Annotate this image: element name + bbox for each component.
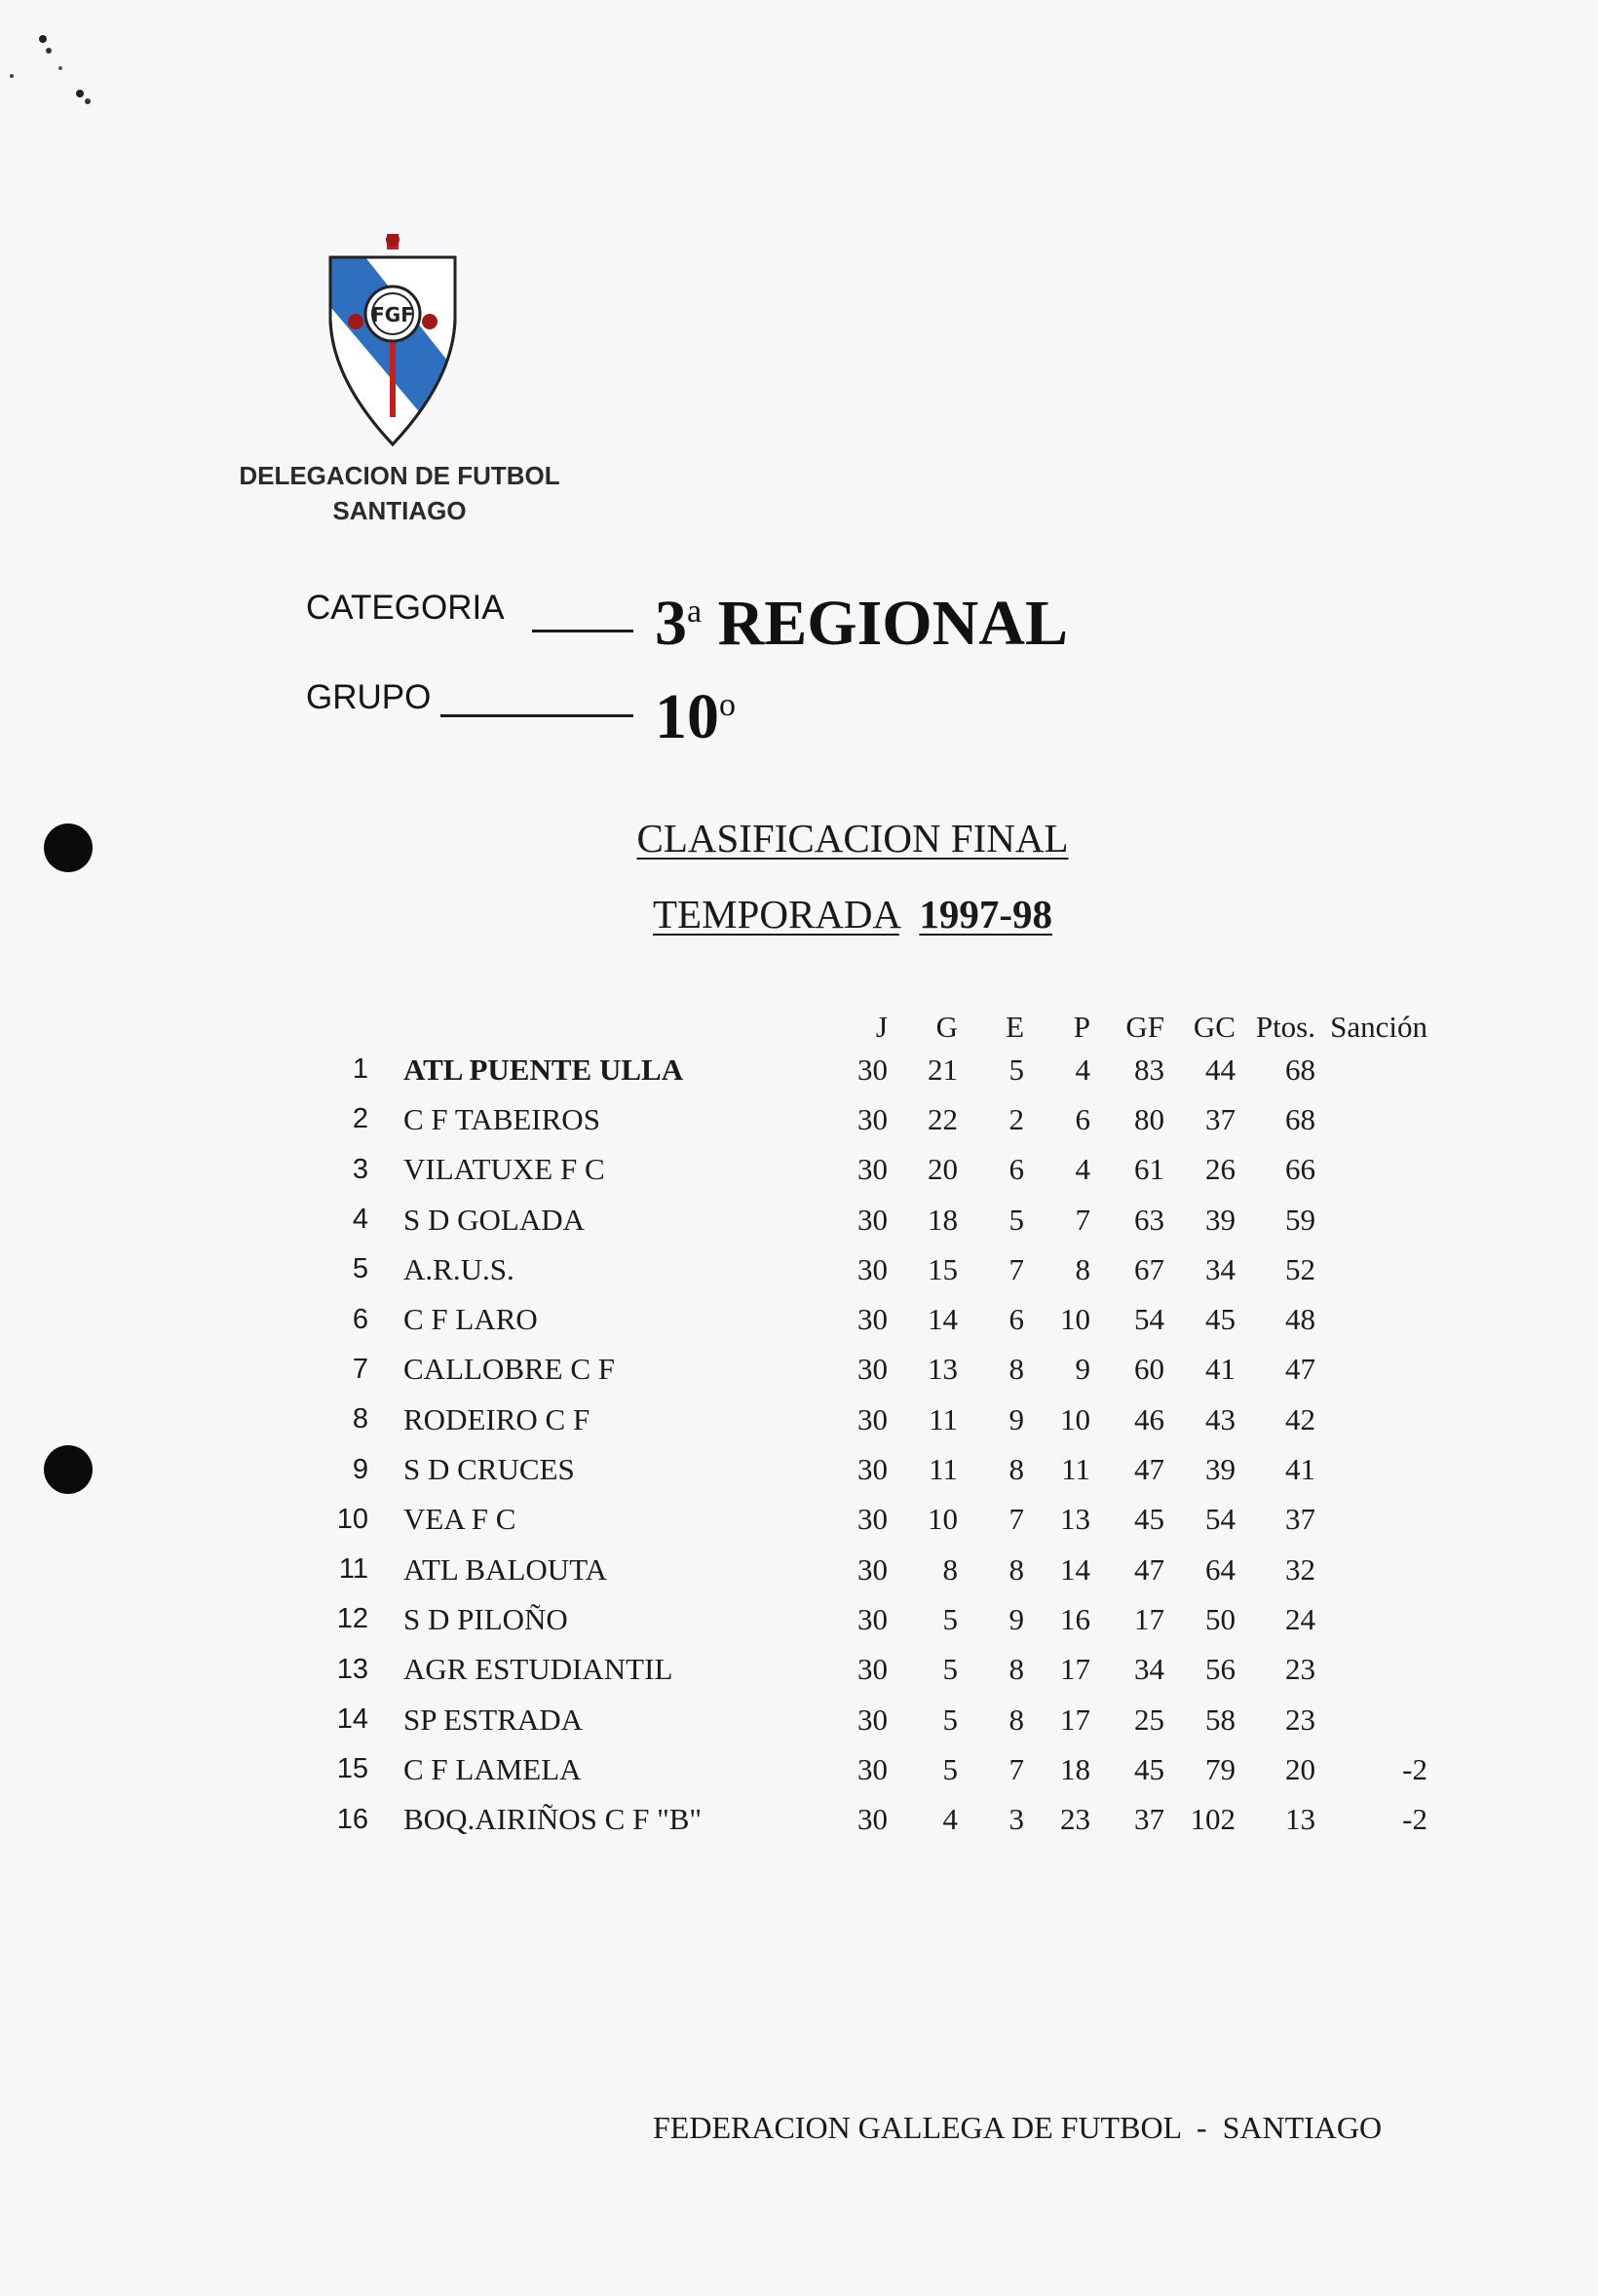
row-position: 14 [336,1703,368,1735]
row-played: 30 [857,1502,888,1537]
row-goals-against: 54 [1205,1502,1236,1537]
table-row [322,1495,1427,1545]
row-drawn: 8 [1008,1551,1024,1587]
row-team-name: CALLOBRE C F [403,1352,616,1387]
row-lost: 13 [1060,1502,1090,1537]
row-goals-against: 37 [1205,1101,1236,1136]
row-team-name: ATL BALOUTA [403,1551,608,1587]
row-goals-against: 44 [1205,1052,1236,1087]
row-played: 30 [857,1551,888,1587]
col-header-p: P [1073,1010,1090,1044]
row-played: 30 [857,1052,888,1087]
title-clasificacion-text: CLASIFICACION FINAL [636,816,1069,861]
row-played: 30 [857,1452,888,1487]
row-team-name: RODEIRO C F [403,1401,590,1436]
col-header-gf: GF [1125,1010,1164,1044]
row-drawn: 9 [1008,1401,1024,1436]
row-team-name: A.R.U.S. [403,1251,514,1286]
row-sanction [1315,1094,1427,1144]
row-drawn: 3 [1008,1802,1024,1837]
row-goals-against: 64 [1205,1551,1236,1587]
row-points: 68 [1285,1052,1315,1087]
row-points: 47 [1285,1352,1315,1387]
row-lost: 11 [1061,1452,1090,1487]
row-goals-for: 47 [1134,1452,1164,1487]
row-position: 8 [352,1403,368,1435]
row-played: 30 [857,1352,888,1387]
row-drawn: 8 [1008,1652,1024,1687]
grupo-value [655,681,736,752]
row-drawn: 5 [1008,1052,1024,1087]
categoria-value-sup: a [687,593,703,630]
row-sanction [1315,1444,1427,1494]
row-sanction [1315,1045,1427,1094]
row-played: 30 [857,1202,888,1237]
row-goals-for: 61 [1134,1152,1164,1187]
row-sanction [1315,1594,1427,1644]
row-goals-for: 63 [1134,1202,1164,1237]
row-sanction [1315,1545,1427,1594]
row-drawn: 7 [1008,1502,1024,1537]
table-row [322,1345,1427,1395]
col-header-e: E [1006,1010,1024,1044]
row-lost: 14 [1060,1551,1090,1587]
row-won: 14 [928,1302,958,1337]
row-points: 20 [1285,1751,1315,1786]
row-sanction [1315,1145,1427,1195]
row-sanction [1315,1294,1427,1344]
row-lost: 7 [1075,1202,1090,1237]
standings-table [322,999,1427,1845]
row-points: 52 [1285,1251,1315,1286]
row-won: 15 [928,1251,958,1286]
row-team-name: C F TABEIROS [403,1101,600,1136]
row-points: 42 [1285,1401,1315,1436]
row-team-name: VILATUXE F C [403,1152,605,1187]
row-position: 9 [352,1453,368,1485]
row-goals-for: 60 [1134,1352,1164,1387]
table-row [322,1145,1427,1195]
row-won: 5 [942,1702,958,1737]
row-sanction [1315,1495,1427,1545]
row-goals-for: 17 [1134,1601,1164,1636]
row-drawn: 6 [1008,1152,1024,1187]
row-played: 30 [857,1751,888,1786]
title-temporada [546,891,1160,938]
row-lost: 17 [1060,1702,1090,1737]
categoria-value-text: REGIONAL [702,588,1068,659]
scan-specks [0,0,136,136]
row-goals-for: 46 [1134,1401,1164,1436]
federation-crest-logo [326,234,459,448]
table-row [322,1294,1427,1344]
row-won: 13 [928,1352,958,1387]
row-team-name: S D GOLADA [403,1202,585,1237]
row-lost: 9 [1075,1352,1090,1387]
binder-hole-bottom [44,1445,93,1494]
row-sanction: -2 [1402,1751,1427,1786]
table-row [322,1444,1427,1494]
row-drawn: 7 [1008,1251,1024,1286]
categoria-value-num: 3 [655,588,687,659]
row-drawn: 6 [1008,1302,1024,1337]
col-header-g: G [935,1010,958,1044]
row-sanction: -2 [1402,1802,1427,1837]
row-won: 5 [942,1652,958,1687]
binder-hole-top [44,823,93,872]
row-team-name: BOQ.AIRIÑOS C F "B" [403,1802,703,1837]
table-row [322,1094,1427,1144]
row-goals-for: 37 [1134,1802,1164,1837]
categoria-underline [532,630,633,632]
row-goals-against: 39 [1205,1452,1236,1487]
table-row [322,1045,1427,1094]
row-points: 48 [1285,1302,1315,1337]
row-position: 7 [352,1353,368,1385]
row-position: 13 [336,1653,368,1685]
row-lost: 10 [1060,1302,1090,1337]
row-won: 20 [928,1152,958,1187]
col-header-sancion: Sanción [1330,1010,1427,1044]
table-row [322,1744,1427,1794]
row-lost: 4 [1075,1152,1090,1187]
standings-header [322,999,1427,1045]
row-position: 11 [338,1553,368,1586]
table-row [322,1645,1427,1695]
footer-federation: FEDERACION GALLEGA DE FUTBOL - SANTIAGO [653,2110,1383,2145]
row-position: 5 [352,1253,368,1285]
row-played: 30 [857,1302,888,1337]
row-played: 30 [857,1702,888,1737]
row-points: 23 [1285,1702,1315,1737]
row-position: 3 [352,1153,368,1185]
crest-letters: FGF [371,303,414,326]
row-goals-against: 50 [1205,1601,1236,1636]
grupo-label: GRUPO [306,678,432,716]
row-won: 11 [929,1452,958,1487]
row-drawn: 8 [1008,1452,1024,1487]
row-team-name: SP ESTRADA [403,1702,584,1737]
row-lost: 6 [1075,1101,1090,1136]
standings-body [322,1045,1427,1845]
row-won: 21 [928,1052,958,1087]
row-played: 30 [857,1101,888,1136]
row-lost: 17 [1060,1652,1090,1687]
col-header-j: J [875,1010,888,1044]
row-drawn: 7 [1008,1751,1024,1786]
row-goals-for: 67 [1134,1251,1164,1286]
table-row [322,1695,1427,1744]
row-sanction [1315,1645,1427,1695]
row-points: 41 [1285,1452,1315,1487]
row-sanction [1315,1695,1427,1744]
row-position: 16 [336,1803,368,1835]
row-won: 18 [928,1202,958,1237]
row-played: 30 [857,1401,888,1436]
row-goals-against: 26 [1205,1152,1236,1187]
row-points: 24 [1285,1601,1315,1636]
row-played: 30 [857,1601,888,1636]
row-team-name: VEA F C [403,1502,516,1537]
row-team-name: C F LAMELA [403,1751,582,1786]
grupo-underline [440,714,633,717]
row-played: 30 [857,1251,888,1286]
row-goals-against: 79 [1205,1751,1236,1786]
row-goals-for: 54 [1134,1302,1164,1337]
row-points: 13 [1285,1802,1315,1837]
letterhead-org [195,458,604,528]
row-won: 5 [942,1601,958,1636]
row-team-name: ATL PUENTE ULLA [403,1052,684,1087]
categoria-label: CATEGORIA [306,589,505,627]
row-position: 15 [336,1753,368,1785]
row-sanction [1315,1345,1427,1395]
row-goals-against: 39 [1205,1202,1236,1237]
row-sanction [1315,1395,1427,1444]
row-team-name: C F LARO [403,1302,538,1337]
categoria-value [655,588,1068,659]
row-goals-against: 56 [1205,1652,1236,1687]
row-points: 68 [1285,1101,1315,1136]
row-lost: 4 [1075,1052,1090,1087]
row-played: 30 [857,1652,888,1687]
row-drawn: 8 [1008,1702,1024,1737]
col-header-gc: GC [1193,1010,1236,1044]
table-row [322,1395,1427,1444]
row-position: 1 [352,1053,368,1086]
title-clasificacion [546,815,1160,861]
row-won: 8 [942,1551,958,1587]
row-drawn: 2 [1008,1101,1024,1136]
row-points: 32 [1285,1551,1315,1587]
row-goals-against: 43 [1205,1401,1236,1436]
row-goals-for: 25 [1134,1702,1164,1737]
row-drawn: 8 [1008,1352,1024,1387]
row-won: 22 [928,1101,958,1136]
row-team-name: AGR ESTUDIANTIL [403,1652,673,1687]
row-lost: 10 [1060,1401,1090,1436]
row-goals-for: 34 [1134,1652,1164,1687]
row-lost: 8 [1075,1251,1090,1286]
row-won: 10 [928,1502,958,1537]
table-row [322,1545,1427,1594]
org-line-1: DELEGACION DE FUTBOL [239,461,560,490]
row-played: 30 [857,1152,888,1187]
row-goals-against: 58 [1205,1702,1236,1737]
row-lost: 18 [1060,1751,1090,1786]
row-position: 6 [352,1303,368,1335]
row-drawn: 5 [1008,1202,1024,1237]
grupo-value-sup: o [719,687,736,723]
title-temporada-label: TEMPORADA [652,892,899,937]
row-goals-for: 47 [1134,1551,1164,1587]
row-points: 66 [1285,1152,1315,1187]
table-row [322,1794,1427,1844]
row-points: 23 [1285,1652,1315,1687]
table-row [322,1195,1427,1244]
row-won: 11 [929,1401,958,1436]
row-goals-against: 102 [1190,1802,1236,1837]
row-sanction [1315,1195,1427,1244]
col-header-ptos: Ptos. [1255,1010,1315,1044]
row-points: 37 [1285,1502,1315,1537]
row-team-name: S D PILOÑO [403,1601,568,1636]
row-drawn: 9 [1008,1601,1024,1636]
row-goals-for: 45 [1134,1751,1164,1786]
row-points: 59 [1285,1202,1315,1237]
row-won: 4 [942,1802,958,1837]
table-row [322,1594,1427,1644]
title-temporada-value: 1997-98 [919,892,1053,937]
row-played: 30 [857,1802,888,1837]
row-won: 5 [942,1751,958,1786]
row-team-name: S D CRUCES [403,1452,575,1487]
org-line-2: SANTIAGO [332,496,467,525]
row-position: 4 [352,1204,368,1236]
row-lost: 23 [1060,1802,1090,1837]
row-goals-against: 41 [1205,1352,1236,1387]
grupo-value-num: 10 [655,681,719,752]
row-goals-for: 45 [1134,1502,1164,1537]
row-goals-against: 45 [1205,1302,1236,1337]
row-position: 2 [352,1103,368,1135]
row-position: 12 [336,1603,368,1635]
row-goals-against: 34 [1205,1251,1236,1286]
row-lost: 16 [1060,1601,1090,1636]
row-goals-for: 80 [1134,1101,1164,1136]
table-row [322,1244,1427,1294]
row-goals-for: 83 [1134,1052,1164,1087]
row-position: 10 [336,1503,368,1535]
row-sanction [1315,1244,1427,1294]
